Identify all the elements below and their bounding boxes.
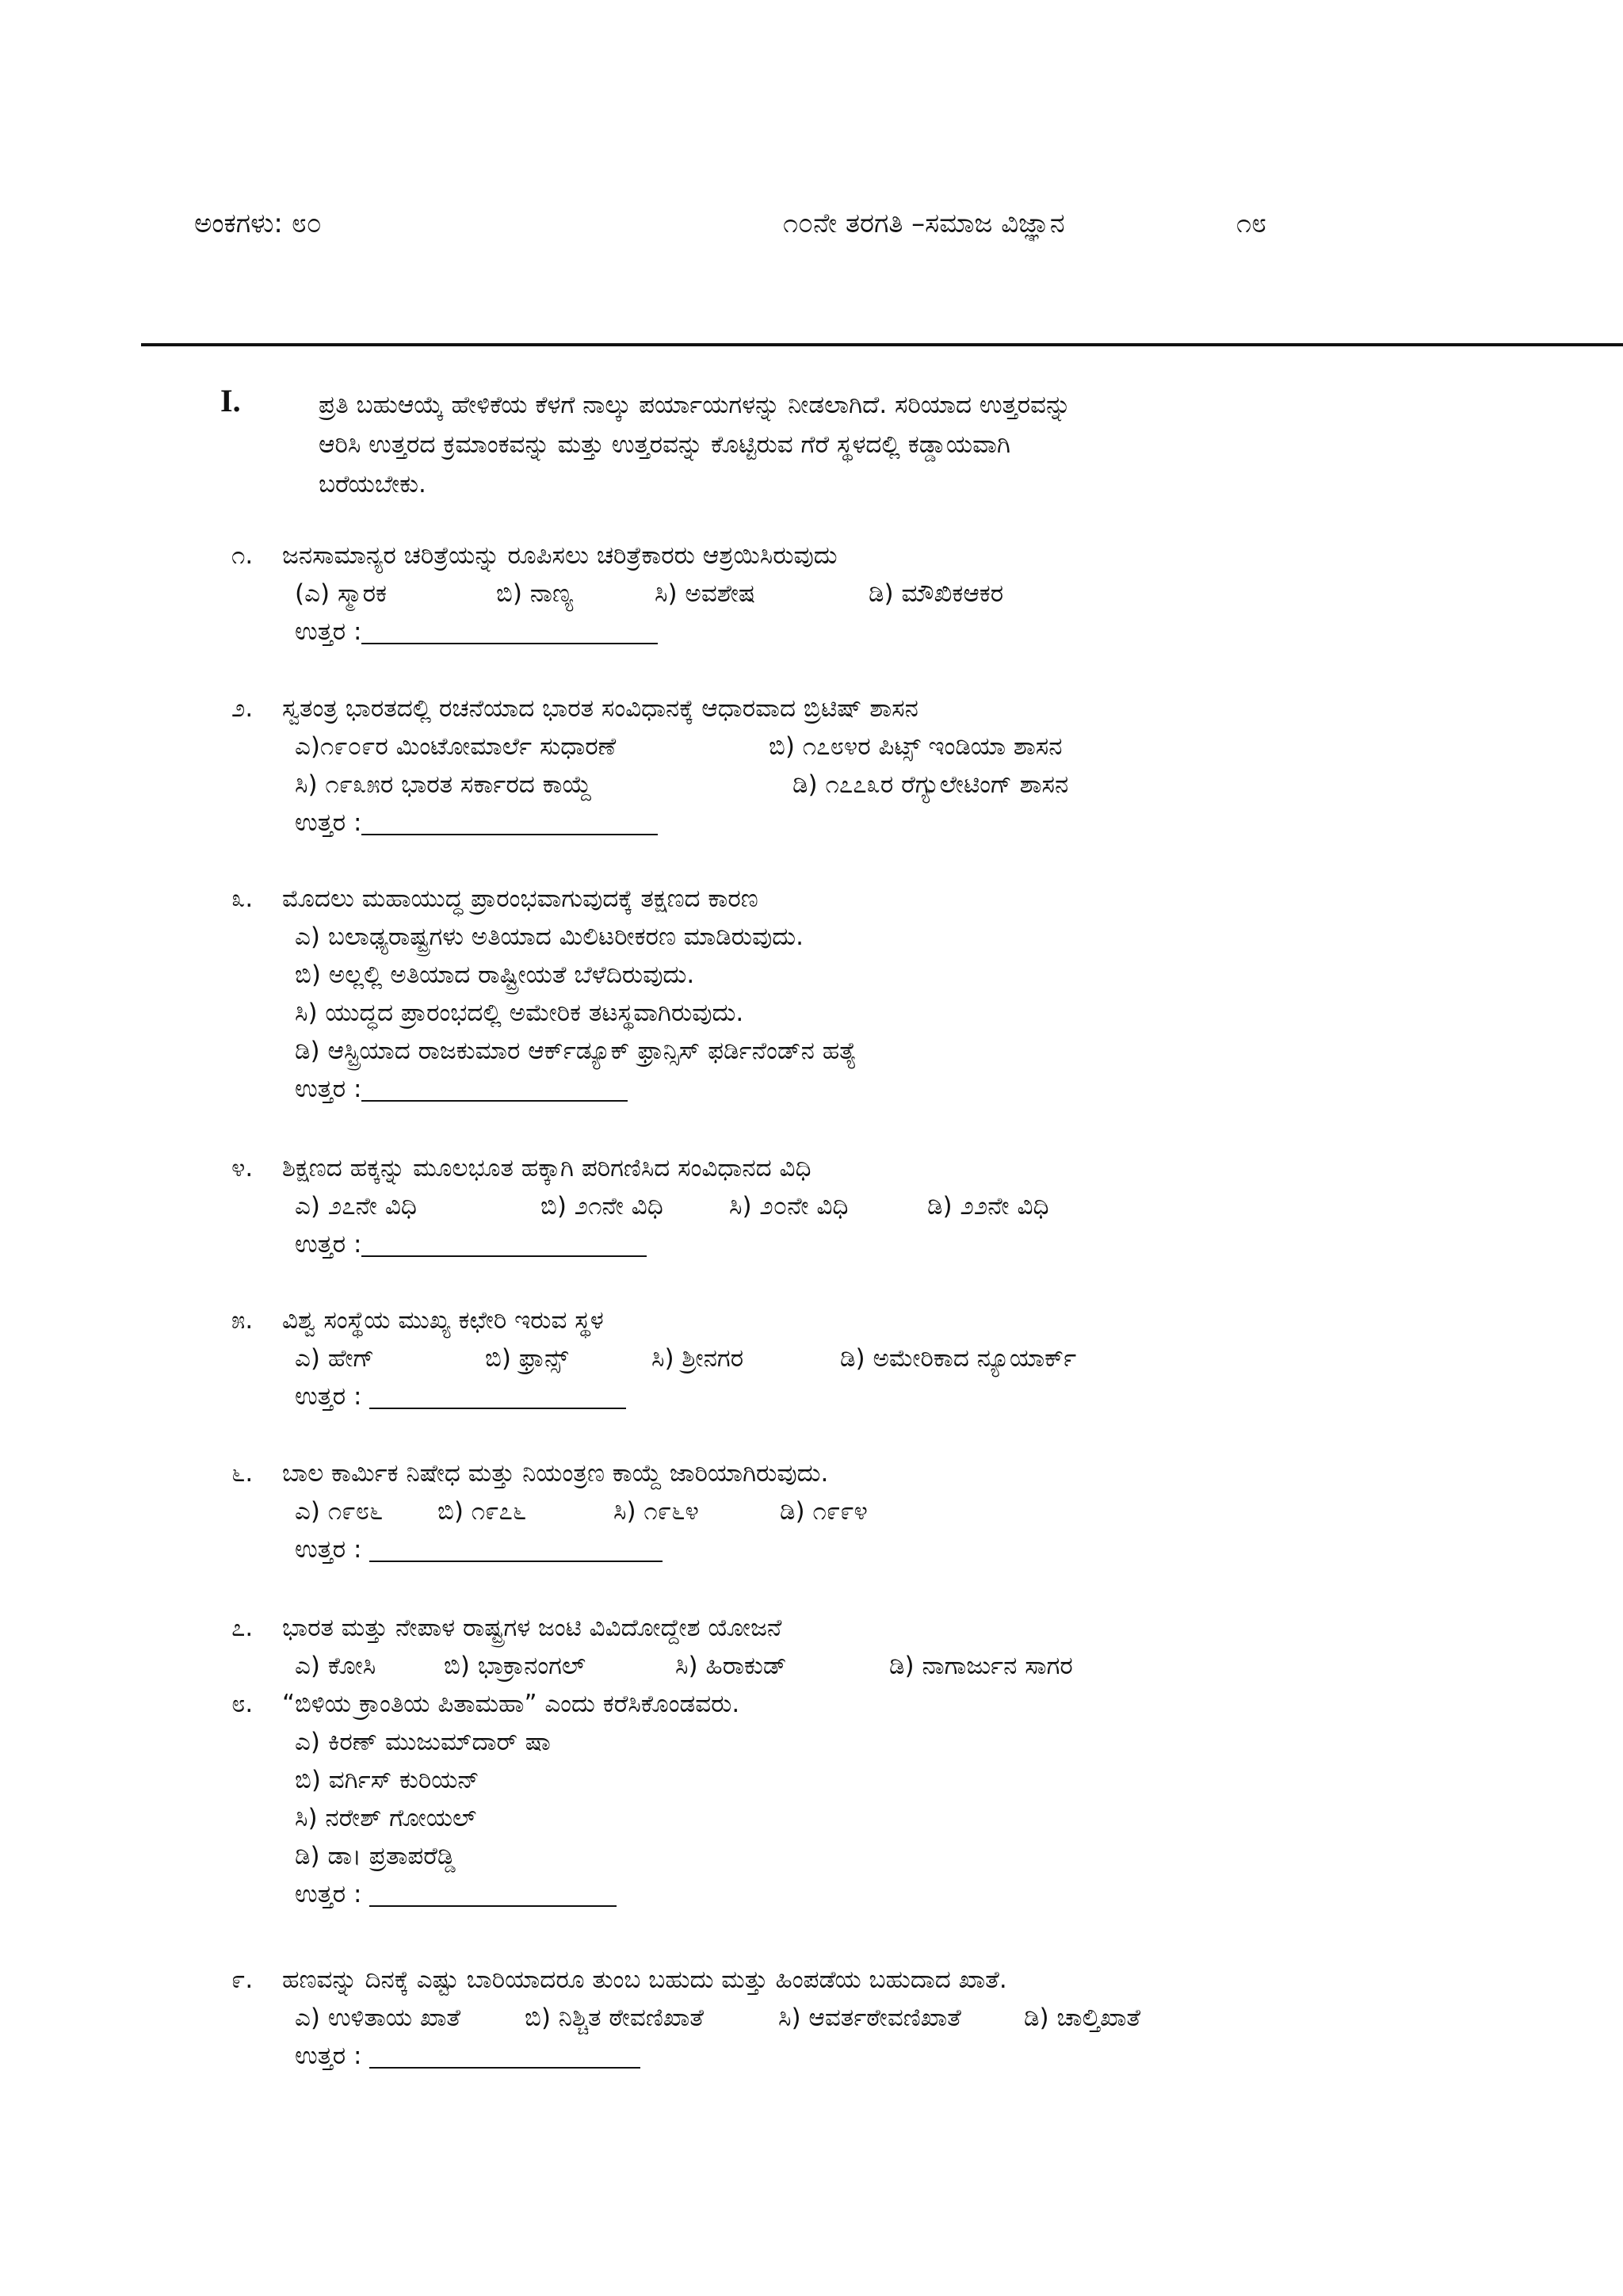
option-a: ಎ) ೧೯೮೬ — [295, 1497, 384, 1526]
option-b: ಬಿ) ನಿಶ್ಚಿತ ಠೇವಣಿಖಾತೆ — [525, 2004, 704, 2032]
option-b: ಬಿ) ೧೭೮೪ರ ಪಿಟ್ಸ್ ಇಂಡಿಯಾ ಶಾಸನ — [769, 732, 1063, 761]
option-b: ಬಿ) ಫ್ರಾನ್ಸ್ — [485, 1344, 569, 1373]
paper-code: ೧೮ — [1236, 208, 1267, 239]
answer-blank[interactable] — [369, 1382, 626, 1409]
option-c: ಸಿ) ೧೯೬೪ — [613, 1497, 699, 1526]
question-text: ಶಿಕ್ಷಣದ ಹಕ್ಕನ್ನು ಮೂಲಭೂತ ಹಕ್ಕಾಗಿ ಪರಿಗಣಿಸಿದ ಸಂವಿಧಾನದ ವಿಧಿ — [282, 1154, 812, 1182]
answer-label: ಉತ್ತರ : — [295, 1382, 362, 1411]
option-c: ಸಿ) ಯುದ್ಧದ ಪ್ರಾರಂಭದಲ್ಲಿ ಅಮೇರಿಕ ತಟಸ್ಥವಾಗಿರುವುದು. — [295, 999, 744, 1027]
option-c: ಸಿ) ೨೦ನೇ ವಿಧಿ — [729, 1192, 849, 1221]
header-divider — [141, 343, 1623, 346]
option-d: ಡಿ) ೧೭೭೩ರ ರೆಗ್ಯುಲೇಟಿಂಗ್ ಶಾಸನ — [792, 770, 1069, 799]
question-number: ೮. — [231, 1690, 254, 1718]
question-3 — [231, 880, 1579, 1108]
option-c: ಸಿ) ಹಿರಾಕುಡ್ — [675, 1652, 787, 1680]
option-d: ಡಿ) ೨೨ನೇ ವಿಧಿ — [927, 1192, 1049, 1221]
option-b: ಬಿ) ಭಾಕ್ರಾನಂಗಲ್ — [444, 1652, 586, 1680]
option-a: ಎ) ಕಿರಣ್ ಮುಜುಮ್‌ದಾರ್ ಷಾ — [295, 1728, 551, 1756]
question-text: ಹಣವನ್ನು ದಿನಕ್ಕೆ ಎಷ್ಟು ಬಾರಿಯಾದರೂ ತುಂಬ ಬಹುದು ಮತ್ತು ಹಿಂಪಡೆಯ ಬಹುದಾದ ಖಾತೆ. — [282, 1966, 1007, 1994]
answer-blank[interactable] — [361, 617, 658, 644]
question-1 — [231, 537, 1579, 651]
question-number: ೧. — [231, 541, 254, 570]
option-d: ಡಿ) ಮೌಖಿಕಆಕರ — [869, 579, 1004, 608]
question-text: “ಬಿಳಿಯ ಕ್ರಾಂತಿಯ ಪಿತಾಮಹಾ” ಎಂದು ಕರೆಸಿಕೊಂಡವರು. — [282, 1690, 740, 1718]
answer-blank[interactable] — [369, 2042, 640, 2069]
option-c: ಸಿ) ೧೯೩೫ರ ಭಾರತ ಸರ್ಕಾರದ ಕಾಯ್ದೆ — [295, 770, 592, 799]
option-c: ಸಿ) ಆವರ್ತಠೇವಣಿಖಾತೆ — [778, 2004, 961, 2032]
question-number: ೯. — [231, 1966, 254, 1994]
question-7 — [231, 1609, 1579, 1685]
option-a: ಎ) ೨೭ನೇ ವಿಧಿ — [295, 1192, 417, 1221]
answer-label: ಉತ್ತರ : — [295, 1535, 362, 1564]
exam-title: ೧೦ನೇ ತರಗತಿ –ಸಮಾಜ ವಿಜ್ಞಾನ — [783, 208, 1065, 239]
option-a: ಎ) ಹೇಗ್ — [295, 1344, 375, 1373]
question-6 — [231, 1454, 1579, 1568]
question-text: ಮೊದಲು ಮಹಾಯುದ್ಧ ಪ್ರಾರಂಭವಾಗುವುದಕ್ಕೆ ತಕ್ಷಣದ ಕಾರಣ — [282, 884, 758, 913]
question-text: ಸ್ವತಂತ್ರ ಭಾರತದಲ್ಲಿ ರಚನೆಯಾದ ಭಾರತ ಸಂವಿಧಾನಕ್ಕೆ ಆಧಾರವಾದ ಬ್ರಿಟಿಷ್ ಶಾಸನ — [282, 694, 918, 723]
option-c: ಸಿ) ಶ್ರೀನಗರ — [651, 1344, 744, 1373]
question-8 — [231, 1685, 1579, 1913]
answer-blank[interactable] — [361, 1075, 628, 1102]
option-d: ಡಿ) ೧೯೯೪ — [780, 1497, 868, 1526]
answer-label: ಉತ್ತರ : — [295, 1880, 362, 1908]
answer-blank[interactable] — [369, 1880, 617, 1907]
option-b: ಬಿ) ೧೯೭೬ — [437, 1497, 527, 1526]
answer-label: ಉತ್ತರ : — [295, 2042, 362, 2070]
question-text: ವಿಶ್ವ ಸಂಸ್ಥೆಯ ಮುಖ್ಯ ಕಛೇರಿ ಇರುವ ಸ್ಥಳ — [282, 1306, 604, 1335]
option-d: ಡಿ) ಆಸ್ಟ್ರಿಯಾದ ರಾಜಕುಮಾರ ಆರ್ಕ್‌ಡ್ಯೂಕ್ ಫ್ರಾನ್ಸಿಸ್ ಫರ್ಡಿನೆಂಡ್‌ನ ಹತ್ಯೆ — [295, 1037, 857, 1065]
answer-blank[interactable] — [361, 808, 658, 835]
option-a: ಎ) ಕೋಸಿ — [295, 1652, 376, 1680]
question-text: ಜನಸಾಮಾನ್ಯರ ಚರಿತ್ರೆಯನ್ನು ರೂಪಿಸಲು ಚರಿತ್ರೆಕಾರರು ಆಶ್ರಯಿಸಿರುವುದು — [282, 541, 838, 570]
answer-blank[interactable] — [369, 1535, 663, 1562]
question-number: ೨. — [231, 694, 254, 723]
question-number: ೭. — [231, 1614, 254, 1642]
section-number: I. — [220, 383, 241, 418]
option-d: ಡಿ) ನಾಗಾರ್ಜುನ ಸಾಗರ — [889, 1652, 1073, 1680]
question-text: ಭಾರತ ಮತ್ತು ನೇಪಾಳ ರಾಷ್ಟ್ರಗಳ ಜಂಟಿ ವಿವಿದೋದ್ದೇಶ ಯೋಜನೆ — [282, 1614, 782, 1642]
answer-label: ಉತ್ತರ : — [295, 808, 362, 837]
option-a: (ಎ) ಸ್ಮಾರಕ — [295, 579, 387, 608]
option-a: ಎ)೧೯೦೯ರ ಮಿಂಟೋಮಾರ್ಲೆ ಸುಧಾರಣೆ — [295, 732, 617, 761]
option-a: ಎ) ಉಳಿತಾಯ ಖಾತೆ — [295, 2004, 461, 2032]
marks-label: ಅಂಕಗಳು: ೮೦ — [194, 208, 322, 239]
question-number: ೪. — [231, 1154, 254, 1182]
question-text: ಬಾಲ ಕಾರ್ಮಿಕ ನಿಷೇಧ ಮತ್ತು ನಿಯಂತ್ರಣ ಕಾಯ್ದೆ ಜಾರಿಯಾಗಿರುವುದು. — [282, 1459, 829, 1488]
question-9 — [231, 1961, 1579, 2075]
question-5 — [231, 1301, 1579, 1415]
option-b: ಬಿ) ವರ್ಗಿಸ್ ಕುರಿಯನ್ — [295, 1766, 479, 1794]
answer-label: ಉತ್ತರ : — [295, 1075, 362, 1103]
option-c: ಸಿ) ನರೇಶ್ ಗೋಯಲ್ — [295, 1804, 477, 1832]
answer-label: ಉತ್ತರ : — [295, 617, 362, 646]
answer-label: ಉತ್ತರ : — [295, 1230, 362, 1259]
option-b: ಬಿ) ಅಲ್ಲಲ್ಲಿ ಅತಿಯಾದ ರಾಷ್ಟ್ರೀಯತೆ ಬೆಳೆದಿರುವುದು. — [295, 961, 695, 989]
option-a: ಎ) ಬಲಾಢ್ಯರಾಷ್ಟ್ರಗಳು ಅತಿಯಾದ ಮಿಲಿಟರೀಕರಣ ಮಾಡಿರುವುದು. — [295, 923, 804, 951]
question-2 — [231, 690, 1579, 842]
section-instruction: ಪ್ರತಿ ಬಹುಆಯ್ಕೆ ಹೇಳಿಕೆಯ ಕೆಳಗೆ ನಾಲ್ಕು ಪರ್ಯಾಯಗಳನ್ನು ನೀಡಲಾಗಿದೆ. ಸರಿಯಾದ ಉತ್ತರವನ್ನು ಆರಿಸಿ ಉತ್ತರದ ಕ್ರಮಾಂಕವನ್ನು ಮತ್ತು ಉತ್ತರವನ್ನು ಕೊಟ್ಟಿರುವ ಗೆರೆ ಸ್ಥಳದಲ್ಲಿ ಕಡ್ಡಾಯವಾಗಿ ಬರೆಯಬೇಕು. — [319, 391, 1071, 499]
option-b: ಬಿ) ೨೧ನೇ ವಿಧಿ — [540, 1192, 663, 1221]
option-c: ಸಿ) ಅವಶೇಷ — [655, 579, 755, 608]
question-4 — [231, 1149, 1579, 1263]
option-d: ಡಿ) ಚಾಲ್ತಿಖಾತೆ — [1024, 2004, 1141, 2032]
option-d: ಡಿ) ಅಮೇರಿಕಾದ ನ್ಯೂಯಾರ್ಕ್ — [840, 1344, 1077, 1373]
option-d: ಡಿ) ಡಾ। ಪ್ರತಾಪರೆಡ್ಡಿ — [295, 1842, 456, 1870]
question-number: ೬. — [231, 1459, 254, 1488]
answer-blank[interactable] — [361, 1230, 647, 1257]
question-number: ೩. — [231, 884, 254, 913]
question-number: ೫. — [231, 1306, 254, 1335]
option-b: ಬಿ) ನಾಣ್ಯ — [496, 579, 574, 608]
